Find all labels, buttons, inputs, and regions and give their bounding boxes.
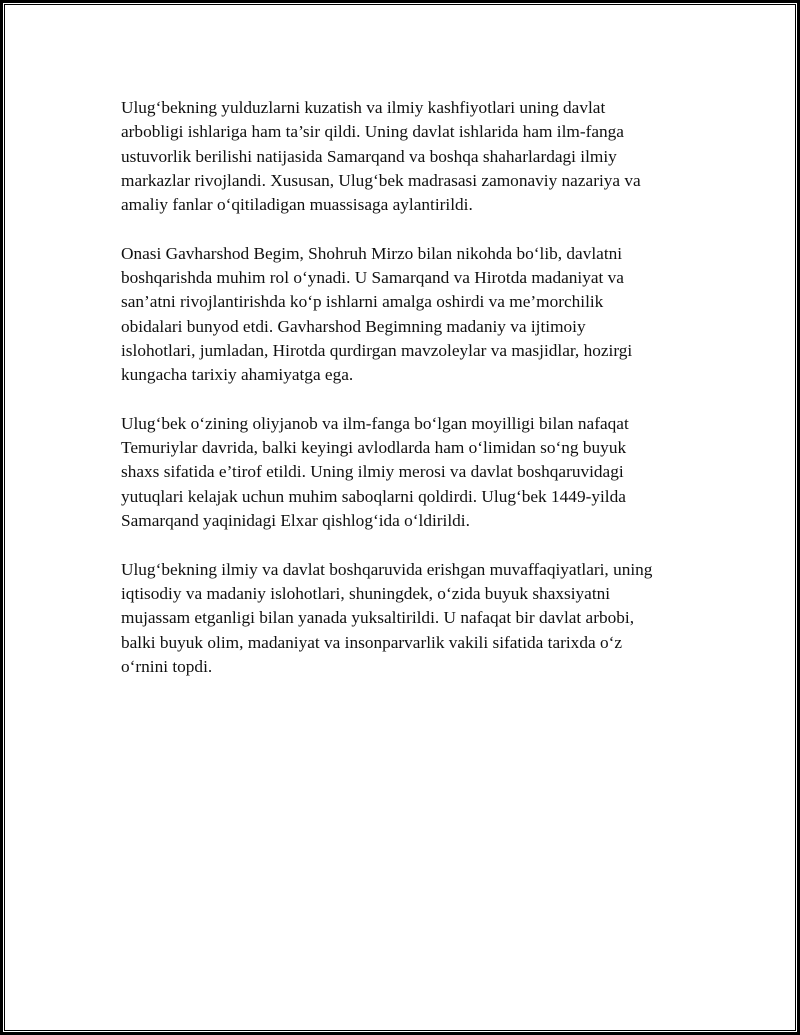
paragraph-4: Ulug‘bekning ilmiy va davlat boshqaruvida erishgan muvaffaqiyatlari, uning iqtisodiy va madaniy islohotlari, shuningdek, o‘zida buyuk shaxsiyatni mujassam etganligi bilan yanada yuksaltirildi. U nafaqat bir davlat arbobi, balki buyuk olim, madaniyat va insonparvarlik vakili sifatida tarixda o‘z o‘rnini topdi.	[121, 559, 653, 676]
paragraph-2: Onasi Gavharshod Begim, Shohruh Mirzo bilan nikohda bo‘lib, davlatni boshqarishda muhim rol o‘ynadi. U Samarqand va Hirotda madaniyat va san’atni rivojlantirishda ko‘p ishlarni amalga oshirdi va me’morchilik obidalari bunyod etdi. Gavharshod Begimning madaniy va ijtimoiy islohotlari, jumladan, Hirotda qurdirgan mavzoleylar va masjidlar, hozirgi kungacha tarixiy ahamiyatga ega.	[121, 243, 633, 385]
paragraph-3: Ulug‘bek o‘zining oliyjanob va ilm-fanga bo‘lgan moyilligi bilan nafaqat Temuriylar davrida, balki keyingi avlodlarda ham o‘limidan so‘ng buyuk shaxs sifatida e’tirof etildi. Uning ilmiy merosi va davlat boshqaruvidagi yutuqlari kelajak uchun muhim saboqlarni qoldirdi. Ulug‘bek 1449-yilda Samarqand yaqinidagi Elxar qishlog‘ida o‘ldirildi.	[121, 413, 629, 531]
paragraph-1: Ulug‘bekning yulduzlarni kuzatish va ilmiy kashfiyotlari uning davlat arbobligi ishlariga ham ta’sir qildi. Uning davlat ishlarida ham ilm-fanga ustuvorlik berilishi natijasida Samarqand va boshqa shaharlardagi ilmiy markazlar rivojlandi. Xususan, Ulug‘bek madrasasi zamonaviy nazariya va amaliy fanlar o‘qitiladigan muassisaga aylantirildi.	[121, 98, 641, 215]
document-body	[121, 96, 696, 703]
